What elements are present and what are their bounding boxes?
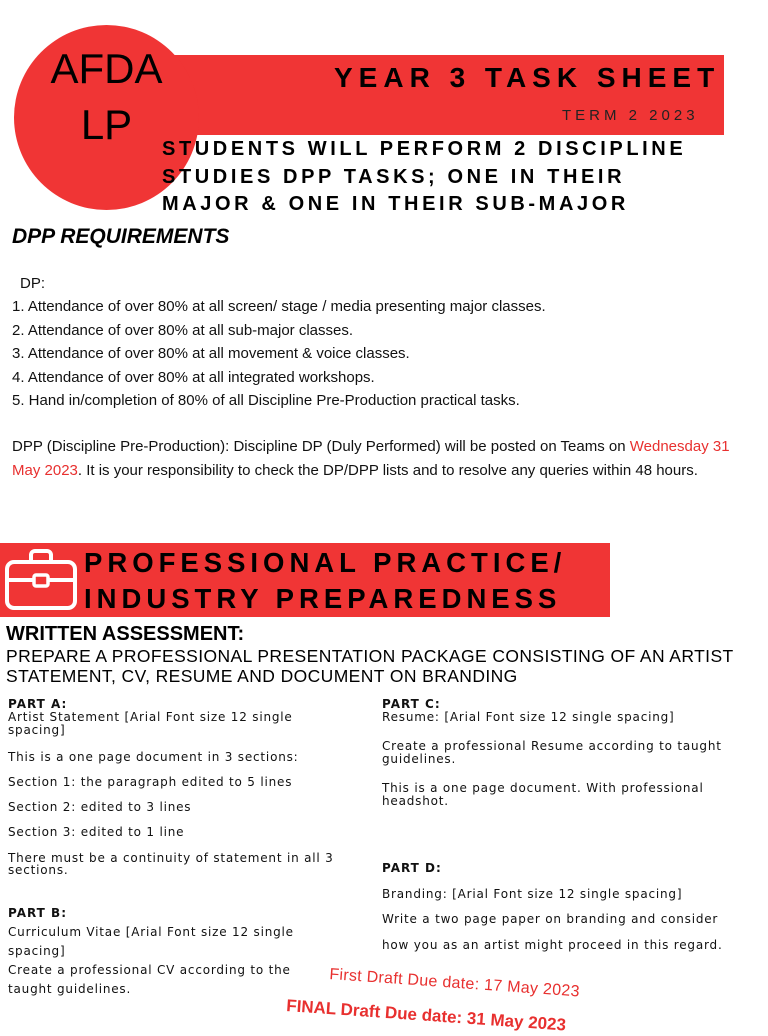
part-a-line: Section 3: edited to 1 line (8, 825, 185, 839)
dpp-item: 1. Attendance of over 80% at all screen/ stage / media presenting major classes. (12, 298, 546, 316)
briefcase-icon (4, 547, 78, 613)
final-draft-due: FINAL Draft Due date: 31 May 2023 (285, 996, 567, 1035)
part-a-line: There must be a continuity of statement in all 3 sections. (8, 851, 334, 877)
written-assessment-heading: WRITTEN ASSESSMENT: (6, 623, 245, 645)
intro-line: MAJOR & ONE IN THEIR SUB-MAJOR (162, 193, 629, 215)
part-a-line: This is a one page document in 3 sections: (8, 750, 299, 764)
dpp-item: 4. Attendance of over 80% at all integrated workshops. (12, 368, 375, 386)
dpp-body (12, 272, 752, 482)
section-title (84, 545, 566, 617)
part-b (8, 904, 318, 999)
part-d-title: Branding: [Arial Font size 12 single spacing] (382, 886, 683, 901)
part-a-line: Section 2: edited to 3 lines (8, 800, 192, 814)
dpp-item: 2. Attendance of over 80% at all sub-major classes. (12, 321, 354, 339)
first-draft-due: First Draft Due date: 17 May 2023 (328, 966, 581, 1001)
intro-text (162, 136, 762, 219)
logo-line-1: AFDA (50, 45, 163, 92)
dpp-heading: DPP REQUIREMENTS (12, 225, 230, 248)
part-d-label: PART D: (382, 861, 442, 875)
part-c-title: Resume: [Arial Font size 12 single spacing] (382, 710, 675, 724)
part-a-title: Artist Statement [Arial Font size 12 single spacing] (8, 710, 293, 737)
page-title: YEAR 3 TASK SHEET (334, 62, 721, 93)
dpp-item: 3. Attendance of over 80% at all movement & voice classes. (12, 345, 410, 363)
section-title-line: INDUSTRY PREPAREDNESS (84, 583, 562, 614)
part-a-label: PART A: (8, 697, 68, 711)
written-assessment-subheading: PREPARE A PROFESSIONAL PRESENTATION PACKAGE CONSISTING OF AN ARTIST STATEMENT, CV, RESUME AND DOCUMENT ON BRANDING (6, 646, 734, 686)
part-b-title: Curriculum Vitae [Arial Font size 12 single spacing] (8, 925, 294, 958)
dpp-note-end: . It is your responsibility to check the DP/DPP lists and to resolve any queries within 48 hours. (77, 461, 698, 479)
part-d (382, 856, 742, 958)
dpp-note-start: DPP (Discipline Pre-Production): Discipline DP (Duly Performed) will be posted on Teams on (12, 438, 626, 456)
intro-line: STUDIES DPP TASKS; ONE IN THEIR (162, 165, 626, 188)
part-c-line: This is a one page document. With professional headshot. (382, 781, 704, 808)
part-c-line: Create a professional Resume according to taught guidelines. (382, 739, 722, 766)
dpp-note (12, 435, 752, 482)
part-b-line: Create a professional CV according to the taught guidelines. (8, 963, 291, 996)
part-a-line: Section 1: the paragraph edited to 5 lines (8, 775, 293, 789)
dpp-item: 5. Hand in/completion of 80% of all Discipline Pre-Production practical tasks. (12, 392, 520, 410)
logo-line-2: LP (80, 101, 133, 148)
part-c-label: PART C: (382, 697, 441, 711)
term-label: TERM 2 2023 (562, 107, 699, 124)
part-b-label: PART B: (8, 906, 67, 920)
part-d-line: Write a two page paper on branding and consider how you as an artist might proceed in this regard. (382, 912, 723, 952)
dpp-note-date: Wednesday 31 May 2023 (12, 438, 730, 479)
dp-label: DP: (20, 275, 46, 292)
part-c (382, 698, 742, 808)
intro-line: STUDENTS WILL PERFORM 2 DISCIPLINE (162, 138, 687, 160)
section-title-line: PROFESSIONAL PRACTICE/ (84, 547, 567, 578)
part-a (8, 698, 338, 876)
